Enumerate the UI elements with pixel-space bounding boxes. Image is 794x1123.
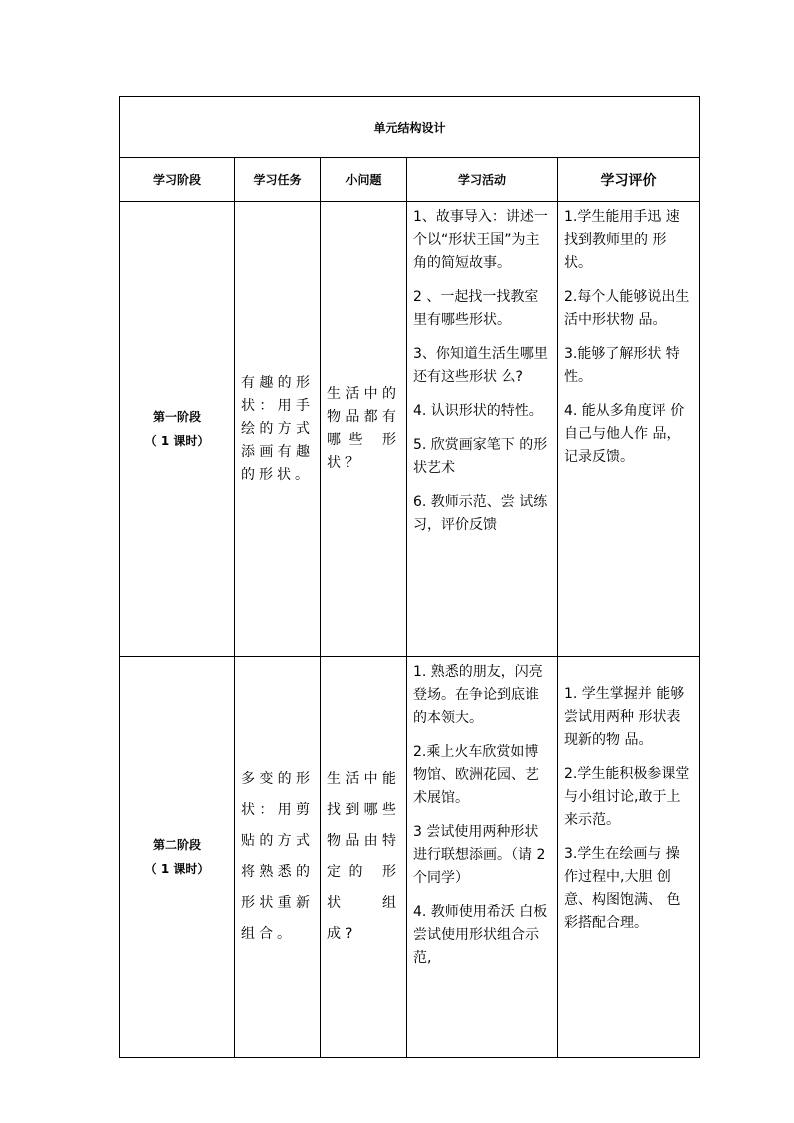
evaluation-item: 4. 能从多角度评 价自己与他人作 品，记录反馈。 (564, 403, 685, 465)
task-cell: 有趣的形状：用手绘的方式添画有趣 的形状。 (235, 202, 321, 657)
activity-item: 3、你知道生活生哪里还有这些形状 么? (413, 346, 548, 385)
table-row (120, 657, 700, 1058)
activity-cell (407, 202, 558, 657)
activity-item: 6. 教师示范、尝 试练习，评价反馈 (413, 494, 548, 533)
activity-item: 4. 教师使用希沃 白板尝试使用形状组合示范, (413, 904, 548, 966)
unit-structure-table (119, 96, 699, 1032)
evaluation-item: 3.学生在绘画与 操作过程中,大胆 创意、构图饱满、 色彩搭配合理。 (564, 846, 681, 931)
header-question: 小问题 (321, 158, 407, 202)
stage-name: 第一阶段 (152, 410, 201, 424)
evaluation-item: 1.学生能用手迅 速找到教师里的 形状。 (564, 209, 680, 271)
activity-item: 2.乘上火车欣赏如博物馆、欧洲花园、艺术展馆。 (413, 744, 539, 806)
activity-item: 3 尝试使用两种形状进行联想添画。（请 2 个同学） (413, 824, 546, 886)
header-row (120, 158, 700, 202)
activity-item: 2 、一起找一找教室里有哪些形状。 (413, 289, 539, 328)
stage-name: 第二阶段 (152, 838, 201, 852)
activity-item: 5. 欣赏画家笔下 的形状艺术 (413, 437, 548, 476)
header-activity: 学习活动 (407, 158, 558, 202)
header-evaluation: 学习评价 (558, 158, 700, 202)
header-task: 学习任务 (235, 158, 321, 202)
question-cell: 生活中能 找到哪些 物品由特定的 形状 组成? (321, 657, 407, 1058)
evaluation-item: 3.能够了解形状 特性。 (564, 346, 680, 385)
evaluation-item: 2.每个人能够说出生活中形状物 品。 (564, 289, 690, 328)
task-cell: 多变的形状：用剪贴的方式 将熟悉的形状重新组合。 (235, 657, 321, 1058)
stage-hours: （ 1 课时） (144, 862, 210, 876)
activity-item: 1、故事导入：讲述一个以“形状王国”为主角的简短故事。 (413, 209, 548, 271)
activity-cell (407, 657, 558, 1058)
evaluation-cell (558, 657, 700, 1058)
header-stage: 学习阶段 (120, 158, 235, 202)
evaluation-item: 1. 学生掌握并 能够尝试用两种 形状表现新的物 品。 (564, 686, 685, 748)
activity-item: 1. 熟悉的朋友，闪亮登场。在争论到底谁的本领大。 (413, 664, 543, 726)
stage-hours: （ 1 课时） (144, 434, 210, 448)
design-table (119, 96, 700, 1058)
evaluation-item: 2.学生能积极参课堂与小组讨论,敢于上来示范。 (564, 766, 690, 828)
stage-cell (120, 202, 235, 657)
evaluation-cell (558, 202, 700, 657)
table-row (120, 202, 700, 657)
table-title: 单元结构设计 (120, 97, 700, 158)
activity-item: 4. 认识形状的特性。 (413, 403, 543, 419)
stage-cell (120, 657, 235, 1058)
question-cell: 生活中的物品都有 哪些 形状？ (321, 202, 407, 657)
